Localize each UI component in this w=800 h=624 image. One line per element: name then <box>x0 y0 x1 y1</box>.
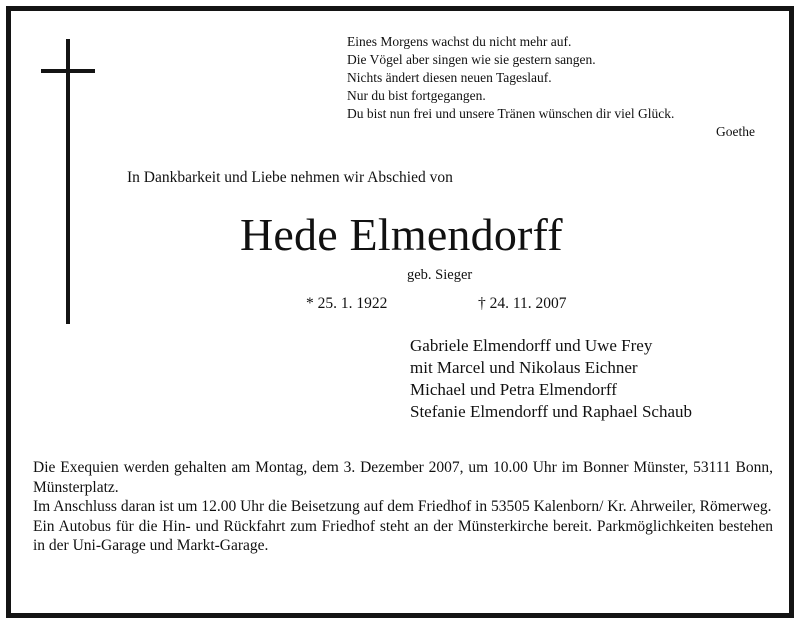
poem <box>347 33 757 141</box>
service-details <box>33 458 773 556</box>
details-paragraph: Ein Autobus für die Hin- und Rückfahrt zum Friedhof steht an der Münsterkirche bereit. Parkmöglichkeiten bestehen in der Uni-Garage und Markt-Garage. <box>33 517 773 554</box>
poem-line: Eines Morgens wachst du nicht mehr auf. <box>347 34 572 49</box>
poem-line: Nur du bist fortgegangen. <box>347 88 486 103</box>
mourner-line: Gabriele Elmendorff und Uwe Frey <box>410 336 653 355</box>
mourners-list <box>410 335 692 423</box>
birth-date: * 25. 1. 1922 <box>306 295 388 312</box>
poem-line: Du bist nun frei und unsere Tränen wünschen dir viel Glück. <box>347 106 675 121</box>
poem-author: Goethe <box>716 124 755 139</box>
poem-line: Nichts ändert diesen neuen Tageslauf. <box>347 70 552 85</box>
mourner-line: Stefanie Elmendorff und Raphael Schaub <box>410 402 692 421</box>
deceased-name: Hede Elmendorff <box>240 209 563 260</box>
cross-stem <box>66 39 70 324</box>
details-paragraph: Die Exequien werden gehalten am Montag, dem 3. Dezember 2007, um 10.00 Uhr im Bonner Münster, 53111 Bonn, Münsterplatz. <box>33 459 773 496</box>
birth-name: geb. Sieger <box>407 267 473 283</box>
poem-line: Die Vögel aber singen wie sie gestern sangen. <box>347 52 596 67</box>
cross-icon <box>41 39 95 324</box>
details-paragraph: Im Anschluss daran ist um 12.00 Uhr die Beisetzung auf dem Friedhof in 53505 Kalenborn/ Kr. Ahrweiler, Römerweg. <box>33 498 772 515</box>
cross-bar <box>41 69 95 73</box>
death-date: † 24. 11. 2007 <box>478 295 567 312</box>
mourner-line: Michael und Petra Elmendorff <box>410 380 617 399</box>
mourner-line: mit Marcel und Nikolaus Eichner <box>410 358 638 377</box>
intro-text: In Dankbarkeit und Liebe nehmen wir Abschied von <box>127 169 453 186</box>
